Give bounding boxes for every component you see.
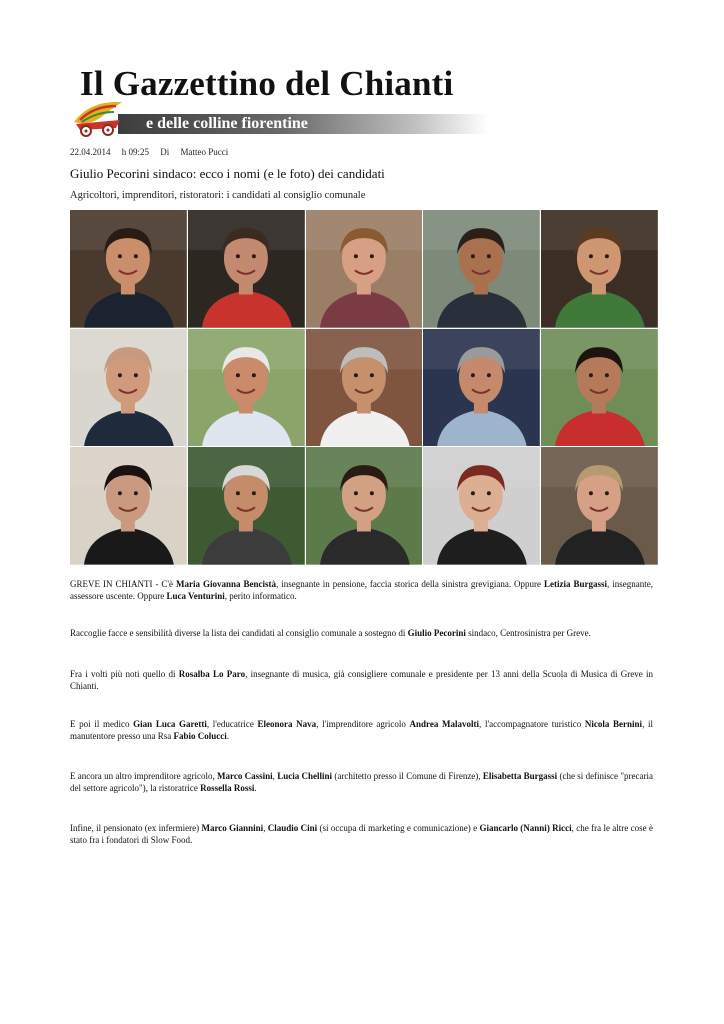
paragraph-text: , il manutentore presso una Rsa <box>70 719 653 741</box>
paragraph-text: , <box>263 823 268 833</box>
candidate-photo <box>70 210 187 328</box>
paragraph-text: GREVE IN CHIANTI - C'è <box>70 579 177 589</box>
candidate-photo <box>70 329 187 447</box>
paragraph-text: , l'educatrice <box>206 719 258 729</box>
paragraph-text: Fra i volti più noti quello di <box>70 669 179 679</box>
candidate-photo <box>541 447 658 565</box>
candidate-name: Giulio Pecorini <box>407 628 466 638</box>
paragraph-text: E poi il medico <box>70 719 134 729</box>
paragraph-text: (si occupa di marketing e comunicazione) e <box>317 823 480 833</box>
candidate-photo <box>541 210 658 328</box>
article-author: Matteo Pucci <box>180 147 229 157</box>
candidate-photo <box>423 210 540 328</box>
candidate-name: Claudio Cini <box>267 823 318 833</box>
candidate-photo <box>188 447 305 565</box>
candidate-name: Marco Giannini <box>201 823 264 833</box>
candidate-name: Rosalba Lo Paro <box>178 669 246 679</box>
paragraph-text: (architetto presso il Comune di Firenze), <box>332 771 483 781</box>
article-paragraph <box>70 770 653 794</box>
paragraph-text: Infine, il pensionato (ex infermiere) <box>70 823 202 833</box>
candidate-photo <box>188 210 305 328</box>
candidates-photo-grid <box>70 210 658 565</box>
candidate-name: Fabio Colucci <box>173 731 227 741</box>
paragraph-text: , <box>272 771 278 781</box>
candidate-photo <box>306 329 423 447</box>
article-subheadline: Agricoltori, imprenditori, ristoratori: i candidati al consiglio comunale <box>70 190 366 201</box>
masthead <box>70 62 490 142</box>
candidate-photo <box>188 329 305 447</box>
cart-logo-icon <box>70 96 128 138</box>
byline <box>70 147 237 157</box>
candidate-photo <box>306 210 423 328</box>
candidate-photo <box>70 447 187 565</box>
by-label: Di <box>160 147 170 157</box>
paragraph-text: E ancora un altro imprenditore agricolo, <box>70 771 218 781</box>
paragraph-text: Raccoglie facce e sensibilità diverse la lista dei candidati al consiglio comunale a sostegno di <box>70 628 408 638</box>
candidate-name: Luca Venturini <box>166 591 225 601</box>
paragraph-text: . <box>226 731 229 741</box>
article-paragraph <box>70 668 653 692</box>
candidate-photo <box>423 447 540 565</box>
article-paragraph <box>70 627 653 639</box>
article-headline: Giulio Pecorini sindaco: ecco i nomi (e le foto) dei candidati <box>70 166 385 181</box>
paragraph-text: , l'imprenditore agricolo <box>316 719 410 729</box>
candidate-name: Elisabetta Burgassi <box>482 771 558 781</box>
candidate-photo <box>306 447 423 565</box>
paragraph-text: , insegnante di musica, già consigliere comunale e presidente per 13 anni della Scuola di Musica di Greve in Chianti. <box>70 669 653 691</box>
article-paragraph <box>70 822 653 846</box>
paragraph-text: , l'accompagnatore turistico <box>479 719 585 729</box>
article-time: h 09:25 <box>121 147 150 157</box>
article-date: 22.04.2014 <box>70 147 111 157</box>
candidate-name: Maria Giovanna Bencistà <box>176 579 277 589</box>
paragraph-text: sindaco, Centrosinistra per Greve. <box>465 628 591 638</box>
masthead-subtitle: e delle colline fiorentine <box>146 115 308 132</box>
candidate-photo <box>541 329 658 447</box>
paragraph-text: , perito informatico. <box>224 591 297 601</box>
candidate-name: Gian Luca Garetti <box>133 719 207 729</box>
article-paragraph <box>70 578 653 602</box>
candidate-name: Lucia Chellini <box>277 771 333 781</box>
paragraph-text: (che si definisce "precaria del settore agricolo"), la ristoratrice <box>70 771 653 793</box>
paragraph-text: . <box>254 783 257 793</box>
candidate-name: Marco Cassini <box>217 771 273 781</box>
candidate-name: Rossella Rossi <box>200 783 255 793</box>
candidate-name: Eleonora Nava <box>257 719 317 729</box>
paragraph-text: , che fra le altre cose è stato fra i fondatori di Slow Food. <box>70 823 653 845</box>
masthead-title: Il Gazzettino del Chianti <box>80 64 454 103</box>
paragraph-text: , insegnante in pensione, faccia storica della sinistra grevigiana. Oppure <box>276 579 545 589</box>
candidate-name: Andrea Malavolti <box>409 719 480 729</box>
paragraph-text: , insegnante, assessore uscente. Oppure <box>70 579 653 601</box>
candidate-photo <box>423 329 540 447</box>
candidate-name: Giancarlo (Nanni) Ricci <box>479 823 572 833</box>
candidate-name: Letizia Burgassi <box>544 579 608 589</box>
candidate-name: Nicola Bernini <box>584 719 643 729</box>
article-paragraph <box>70 718 653 742</box>
